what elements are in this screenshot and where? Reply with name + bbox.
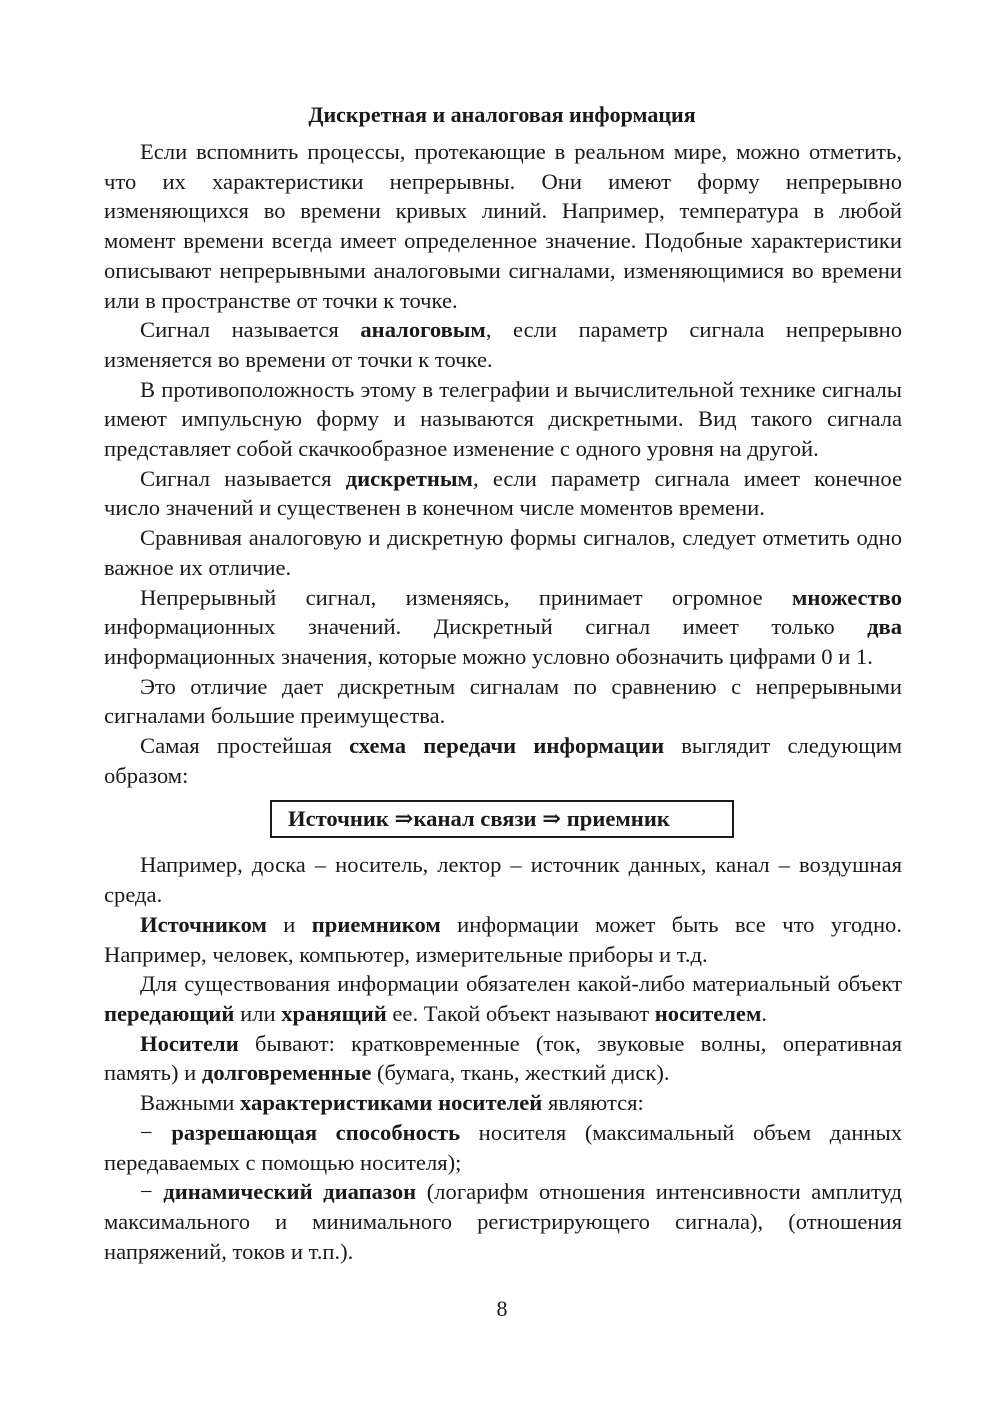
- term-carrier-characteristics: характеристиками носителей: [240, 1090, 543, 1116]
- term-receiver: приемником: [311, 911, 441, 937]
- term-many: множество: [791, 584, 902, 610]
- term-analog: аналоговым: [360, 317, 486, 343]
- term-source: Источником: [140, 911, 267, 937]
- paragraph-carrier-types: Носители бывают: кратковременные (ток, звуковые волны, оперативная память) и долговременные (бумага, ткань, жесткий диск).: [104, 1030, 902, 1086]
- paragraph-carrier: Для существования информации обязателен какой-либо материальный объект передающий или хранящий ее. Такой объект называют носителем.: [104, 971, 902, 1026]
- term-carriers: Носители: [140, 1030, 239, 1056]
- paragraph-example: Например, доска – носитель, лектор – источник данных, канал – воздушная среда.: [104, 852, 902, 908]
- paragraph-advantages: Это отличие дает дискретным сигналам по сравнению с непрерывными сигналами большие преимущества.: [104, 673, 902, 729]
- transmission-scheme-box: Источник ⇒канал связи ⇒ приемник: [270, 800, 734, 838]
- term-long-term: долговременные: [201, 1060, 372, 1086]
- paragraph-transmission-scheme: Самая простейшая схема передачи информации выглядит следующим образом:: [104, 733, 902, 788]
- term-storing: хранящий: [281, 1000, 387, 1026]
- paragraph-characteristics: Важными характеристиками носителей являются:: [140, 1090, 644, 1116]
- paragraph-analog-definition: Сигнал называется аналоговым, если параметр сигнала непрерывно изменяется во времени от точки к точке.: [104, 317, 902, 372]
- paragraph-discrete-definition: Сигнал называется дискретным, если параметр сигнала имеет конечное число значений и существенен в конечном числе моментов времени.: [104, 465, 902, 521]
- list-item-resolution: − разрешающая способность носителя (максимальный объем данных передаваемых с помощью носителя);: [104, 1119, 902, 1175]
- paragraph-continuous-vs-discrete: Непрерывный сигнал, изменяясь, принимает огромное множество информационных значений. Дискретный сигнал имеет только два информационных значения, которые можно условно обозначить цифрами 0 и 1.: [104, 584, 902, 669]
- term-transmission-scheme: схема передачи информации: [349, 733, 665, 759]
- paragraph-comparison: Сравнивая аналоговую и дискретную формы сигналов, следует отметить одно важное их отличие.: [104, 525, 902, 580]
- term-resolution: разрешающая способность: [171, 1119, 461, 1145]
- paragraph-discrete-intro: В противоположность этому в телеграфии и вычислительной технике сигналы имеют импульсную форму и называются дискретными. Вид такого сигнала представляет собой скачкообразное изменение с одного уровня на другой.: [104, 376, 902, 462]
- page-title: Дискретная и аналоговая информация: [308, 102, 696, 127]
- term-discrete: дискретным: [345, 465, 473, 491]
- document-body: [104, 137, 902, 1266]
- term-dynamic-range: динамический диапазон: [163, 1179, 417, 1205]
- term-transmitting: передающий: [104, 1000, 235, 1026]
- term-two: два: [867, 614, 902, 640]
- page-number: 8: [496, 1296, 508, 1321]
- paragraph-source-receiver: Источником и приемником информации может быть все что угодно. Например, человек, компьютер, измерительные приборы и т.д.: [104, 911, 903, 967]
- list-item-dynamic-range: − динамический диапазон (логарифм отношения интенсивности амплитуд максимального и минимального регистрирующего сигнала), (отношения напряжений, токов и т.п.).: [104, 1179, 902, 1264]
- term-carrier: носителем: [654, 1000, 762, 1026]
- paragraph-intro: Если вспомнить процессы, протекающие в реальном мире, можно отметить, что их характеристики непрерывны. Они имеют форму непрерывно изменяющихся во времени кривых линий. Например, температура в любой момент времени всегда имеет определенное значение. Подобные характеристики описывают непрерывными аналоговыми сигналами, изменяющимися во времени или в пространстве от точки к точке.: [104, 139, 902, 313]
